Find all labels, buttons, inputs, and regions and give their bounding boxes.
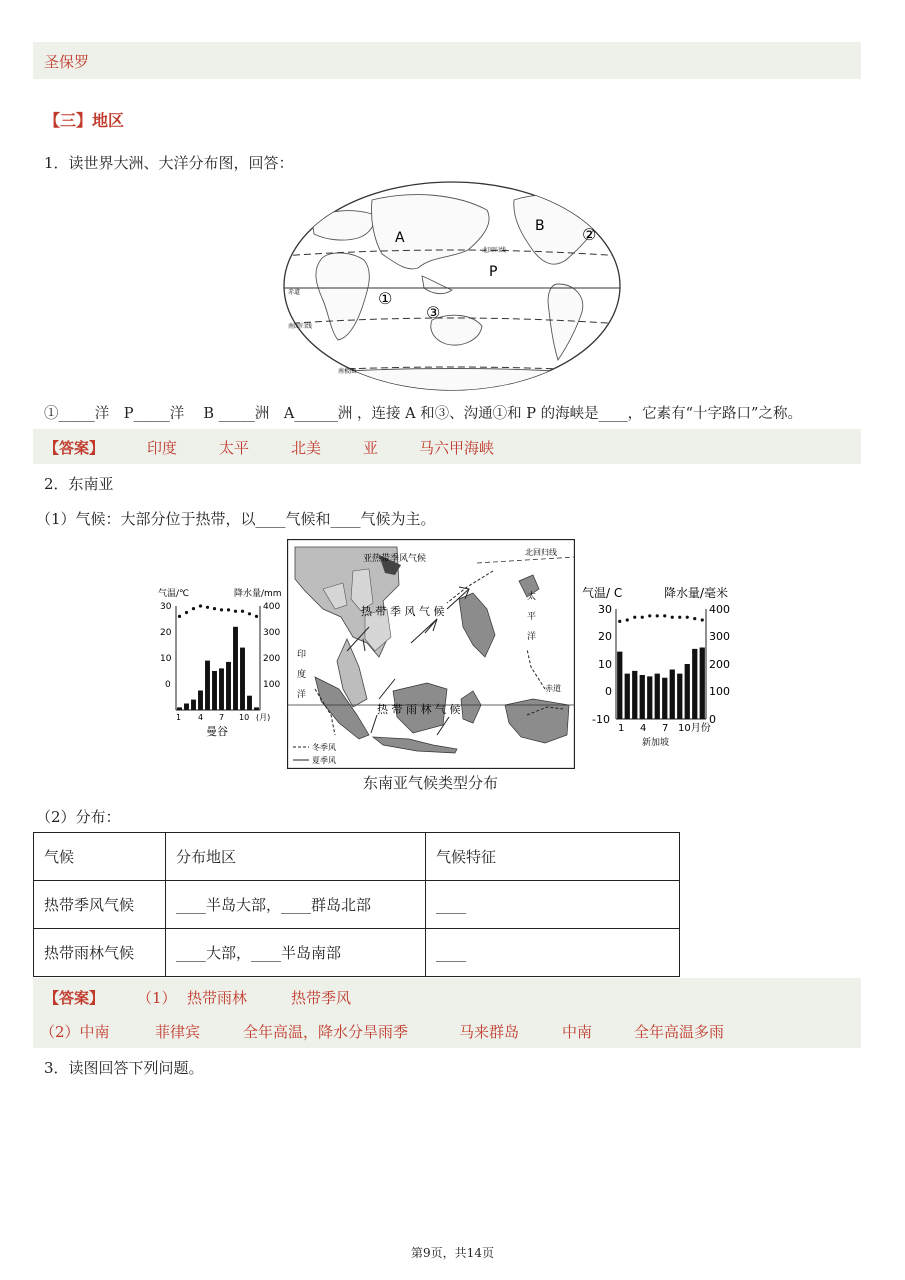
singapore-temp-point <box>671 616 674 619</box>
table-cell: ____半岛大部，____群岛北部 <box>166 881 426 929</box>
singapore-temp-point <box>648 614 651 617</box>
southeast-asia-map <box>287 539 575 769</box>
bangkok-x-tick-1: 1 <box>176 713 182 722</box>
singapore-x-tick-1: 1 <box>618 723 625 734</box>
bangkok-left-tick-0: 0 <box>165 680 171 690</box>
q2-answer-part2-f: 全年高温多雨 <box>634 1023 725 1041</box>
singapore-right-tick-300: 300 <box>709 630 730 643</box>
q1-answer-3: 北美 <box>291 439 322 457</box>
singapore-temp-point <box>633 616 636 619</box>
map-label-antarctic: 南极圈 <box>338 368 357 375</box>
bangkok-climate-chart <box>150 584 290 740</box>
bangkok-right-tick-400: 400 <box>263 602 281 612</box>
singapore-precip-bar <box>640 675 645 719</box>
q1-answer-4: 亚 <box>363 439 379 457</box>
singapore-right-tick-400: 400 <box>709 603 730 616</box>
bangkok-temp-point <box>185 611 188 614</box>
q2-answer-part2-c: 全年高温，降水分旱雨季 <box>243 1023 409 1041</box>
q1-answer-2: 太平 <box>219 439 250 457</box>
bangkok-precip-bar <box>184 704 189 711</box>
q3-prompt: 3．读图回答下列问题。 <box>44 1059 204 1077</box>
se-map-indian-3: 洋 <box>297 690 307 700</box>
bangkok-temp-point <box>227 608 230 611</box>
singapore-temp-point <box>686 616 689 619</box>
bangkok-temp-point <box>199 604 202 607</box>
top-answer-band <box>33 42 861 79</box>
se-map-indian-2: 度 <box>297 670 307 680</box>
singapore-temp-point <box>678 616 681 619</box>
bangkok-left-tick-10: 10 <box>160 654 172 664</box>
singapore-temp-point <box>641 616 644 619</box>
table-cell: ____大部，____半岛南部 <box>166 929 426 977</box>
singapore-climate-chart <box>578 583 768 749</box>
table-header-cell: 气候 <box>34 833 166 881</box>
bangkok-right-tick-200: 200 <box>263 654 281 664</box>
map-label-b: B <box>535 218 545 234</box>
bangkok-temp-point <box>220 608 223 611</box>
singapore-precip-bar <box>662 678 667 719</box>
singapore-precip-bar <box>625 674 630 719</box>
table-cell: ____ <box>426 881 680 929</box>
se-map-rainforest-label: 热 带 雨 林 气 候 <box>377 703 461 716</box>
singapore-precip-bar <box>647 676 652 719</box>
singapore-precip-bar <box>632 671 637 719</box>
singapore-precip-bar <box>685 664 690 719</box>
q2-title: 2．东南亚 <box>44 475 114 493</box>
q2-answer-part1-b: 热带季风 <box>291 989 352 1007</box>
bangkok-precip-bar <box>240 648 245 710</box>
singapore-precip-bar <box>670 670 675 720</box>
map-label-ocean-1: ① <box>378 289 393 308</box>
map-label-p: P <box>489 264 498 280</box>
bangkok-precip-bar <box>219 668 224 710</box>
bangkok-precip-bar <box>177 707 182 710</box>
se-map-legend-winter: 冬季风 <box>312 743 336 752</box>
bangkok-right-tick-300: 300 <box>263 628 281 638</box>
climate-distribution-table <box>33 832 680 977</box>
se-map-legend-summer: 夏季风 <box>312 756 336 765</box>
top-answer-text: 圣保罗 <box>44 53 90 71</box>
se-map-monsoon-label: 热 带 季 风 气 候 <box>361 605 445 618</box>
singapore-temp-point <box>656 614 659 617</box>
map-label-tropic-s: 南回归线 <box>288 323 313 330</box>
table-row <box>34 881 680 929</box>
bangkok-x-tick-10: 10 <box>239 713 250 722</box>
world-map <box>282 180 622 392</box>
se-map-indian-1: 印 <box>297 650 307 660</box>
singapore-precip-bar <box>692 649 697 719</box>
q2-answer-tag: 【答案】 <box>44 989 105 1007</box>
bangkok-precip-bar <box>212 671 217 710</box>
bangkok-temp-point <box>248 612 251 615</box>
q2-sub2: （2）分布： <box>36 808 121 826</box>
bangkok-right-tick-100: 100 <box>263 680 281 690</box>
q1-answer-5: 马六甲海峡 <box>419 439 495 457</box>
se-map-pacific-2: 平 <box>527 612 537 622</box>
map-label-equator: 赤道 <box>288 289 301 296</box>
bangkok-city-label: 曼谷 <box>206 725 228 738</box>
map-label-a: A <box>395 230 405 246</box>
singapore-left-tick-10: 10 <box>598 658 612 671</box>
page-footer: 第9页，共14页 <box>411 1246 494 1260</box>
bangkok-left-tick-20: 20 <box>160 628 172 638</box>
singapore-x-tick-4: 4 <box>640 723 647 734</box>
bangkok-temp-point <box>192 607 195 610</box>
singapore-x-tick-10: 10月份 <box>678 723 711 734</box>
bangkok-precip-bar <box>198 691 203 711</box>
q1-prompt: 1．读世界大洲、大洋分布图，回答： <box>44 154 294 172</box>
q2-sub1: （1）气候：大部分位于热带，以____气候和____气候为主。 <box>36 510 436 528</box>
singapore-right-tick-0: 0 <box>709 713 716 726</box>
bangkok-temp-point <box>234 610 237 613</box>
bangkok-temp-point <box>213 607 216 610</box>
q1-fill-text: ①_____洋 P_____洋 B _____洲 A______洲 ，连接 A 和③、沟通①和 P 的海峡是____，它素有“十字路口”之称。 <box>44 406 802 422</box>
bangkok-left-tick-30: 30 <box>160 602 172 612</box>
bangkok-temp-point <box>241 610 244 613</box>
singapore-temp-point <box>701 618 704 621</box>
q2-answer-part2-b: 菲律宾 <box>155 1023 201 1041</box>
table-row <box>34 929 680 977</box>
q2-answer-part1-a: 热带雨林 <box>187 989 248 1007</box>
map-label-ocean-2: ② <box>582 225 597 244</box>
q2-answer-part2-a: （2）中南 <box>40 1023 110 1041</box>
bangkok-temp-point <box>178 615 181 618</box>
singapore-left-tick-neg10: -10 <box>592 713 610 726</box>
singapore-left-tick-20: 20 <box>598 630 612 643</box>
singapore-temp-point <box>618 620 621 623</box>
bangkok-temp-point <box>255 615 258 618</box>
table-cell: ____ <box>426 929 680 977</box>
bangkok-precip-bar <box>233 627 238 710</box>
singapore-temp-label: 气温/ C <box>582 586 623 600</box>
singapore-temp-point <box>693 617 696 620</box>
q2-answer-part2-e: 中南 <box>562 1023 593 1041</box>
bangkok-temp-label: 气温/℃ <box>158 589 190 599</box>
bangkok-precip-bar <box>247 696 252 710</box>
singapore-precip-bar <box>617 652 622 719</box>
singapore-left-tick-0: 0 <box>605 685 612 698</box>
singapore-right-tick-100: 100 <box>709 685 730 698</box>
bangkok-x-tick-7: 7 <box>219 713 225 722</box>
bangkok-temp-point <box>206 606 209 609</box>
bangkok-precip-label: 降水量/mm <box>234 589 282 599</box>
se-map-tropic-n-label: 北回归线 <box>525 548 557 557</box>
q2-answer-part1-label: （1） <box>137 989 177 1007</box>
singapore-precip-bar <box>655 674 660 719</box>
singapore-city-label: 新加坡 <box>642 738 670 748</box>
se-map-equator-label: 赤道 <box>545 684 561 693</box>
singapore-x-tick-7: 7 <box>662 723 669 734</box>
bangkok-precip-bar <box>191 700 196 710</box>
bangkok-precip-bar <box>254 707 259 710</box>
table-header-cell: 气候特征 <box>426 833 680 881</box>
bangkok-precip-bar <box>226 662 231 710</box>
se-map-subtropical-label: 亚热带季风气候 <box>363 554 427 564</box>
map-label-strait-3: ③ <box>426 303 441 322</box>
singapore-precip-bar <box>677 674 682 719</box>
section-heading: 【三】地区 <box>44 111 125 130</box>
table-header-row <box>34 833 680 881</box>
singapore-temp-point <box>626 618 629 621</box>
singapore-precip-label: 降水量/毫米 <box>664 586 729 600</box>
bangkok-precip-bar <box>205 661 210 710</box>
singapore-left-tick-30: 30 <box>598 603 612 616</box>
map-label-tropic-n: 北回归线 <box>482 247 507 254</box>
singapore-precip-bar <box>700 648 705 720</box>
table-header-cell: 分布地区 <box>166 833 426 881</box>
singapore-temp-point <box>663 614 666 617</box>
bangkok-x-unit: (月) <box>256 713 271 722</box>
se-map-pacific-1: 太 <box>527 592 537 602</box>
table-cell: 热带季风气候 <box>34 881 166 929</box>
q2-answer-part2-d: 马来群岛 <box>459 1023 520 1041</box>
figure-caption: 东南亚气候类型分布 <box>363 774 499 792</box>
bangkok-x-tick-4: 4 <box>198 713 204 722</box>
se-map-pacific-3: 洋 <box>527 632 537 642</box>
q1-answer-1: 印度 <box>147 439 178 457</box>
q1-answer-tag: 【答案】 <box>44 439 105 457</box>
singapore-right-tick-200: 200 <box>709 658 730 671</box>
table-cell: 热带雨林气候 <box>34 929 166 977</box>
